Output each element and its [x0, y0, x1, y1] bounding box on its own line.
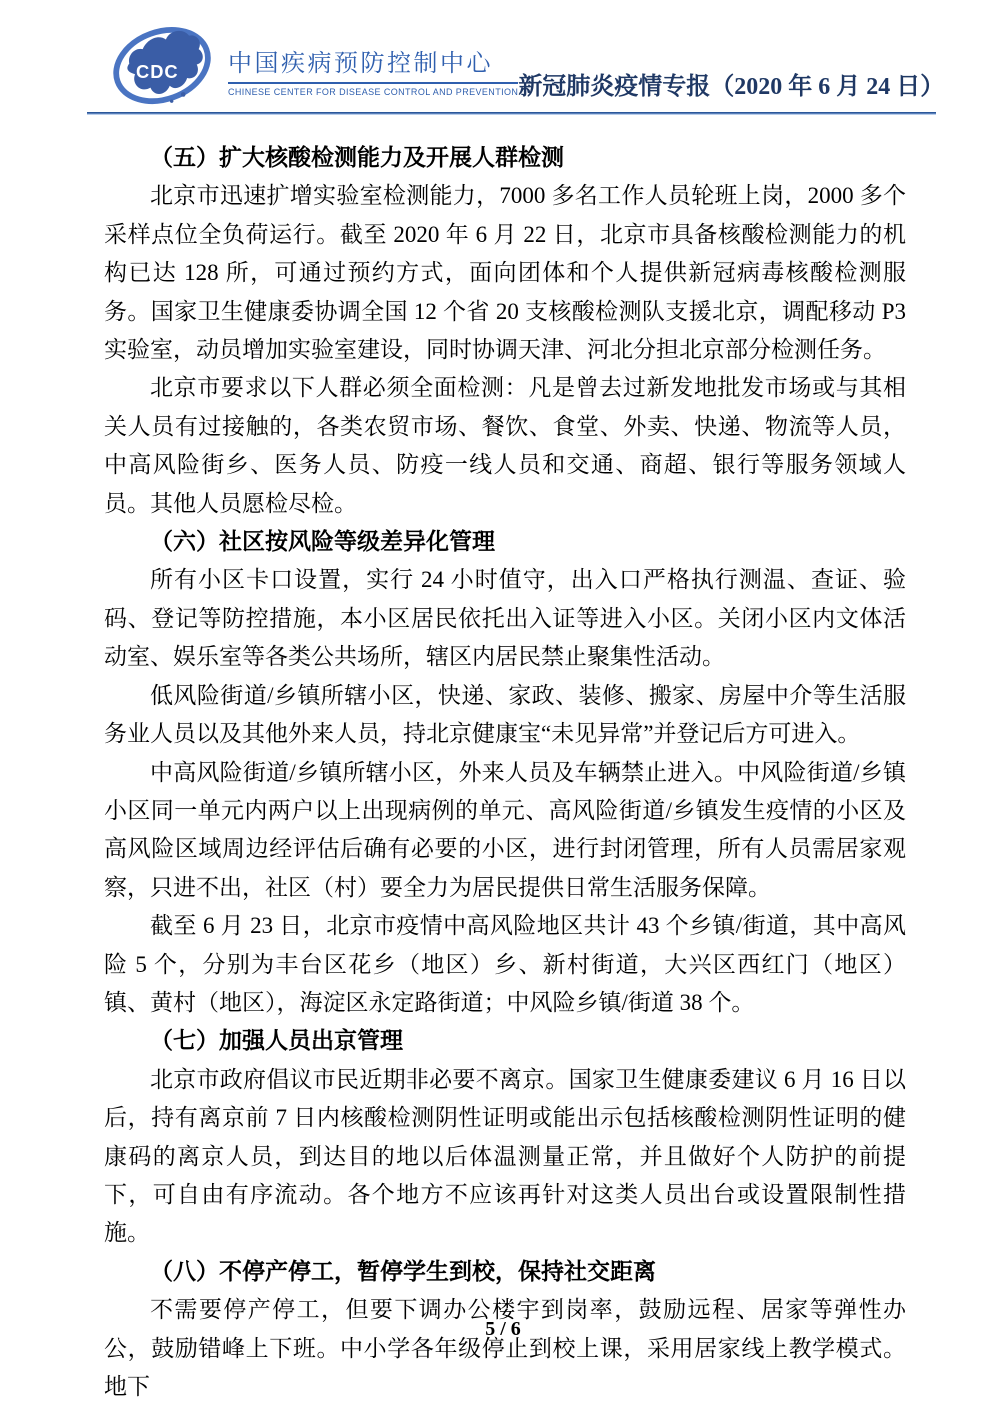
- paragraph: 北京市政府倡议市民近期非必要不离京。国家卫生健康委建议 6 月 16 日以后，持有离京前 7 日内核酸检测阴性证明或能出示包括核酸检测阴性证明的健康码的离京人员，到达目的地以后体温测量正常，并且做好个人防护的前提下，可自由有序流动。各个地方不应该再针对这类人员出台或设置限制性措施。: [104, 1066, 906, 1246]
- paragraph: 北京市要求以下人群必须全面检测：凡是曾去过新发地批发市场或与其相关人员有过接触的，各类农贸市场、餐饮、食堂、外卖、快递、物流等人员，中高风险街乡、医务人员、防疫一线人员和交通、商超、银行等服务领域人员。其他人员愿检尽检。: [104, 375, 906, 516]
- page-header: [0, 0, 1006, 112]
- section-6: [104, 523, 906, 1022]
- section-5: [104, 139, 906, 523]
- paragraph: 北京市迅速扩增实验室检测能力，7000 多名工作人员轮班上岗，2000 多个采样点位全负荷运行。截至 2020 年 6 月 22 日，北京市具备核酸检测能力的机构已达 128 所，可通过预约方式，面向团体和个人提供新冠病毒核酸检测服务。国家卫生健康委协调全国 12 个省 20 支核酸检测队支援北京，调配移动 P3 实验室，动员增加实验室建设，同时协调天津、河北分担北京部分检测任务。: [104, 183, 906, 363]
- paragraph: 中高风险街道/乡镇所辖小区，外来人员及车辆禁止进入。中风险街道/乡镇小区同一单元内两户以上出现病例的单元、高风险街道/乡镇发生疫情的小区及高风险区域周边经评估后确有必要的小区，进行封闭管理，所有人员需居家观察，只进不出，社区（村）要全力为居民提供日常生活服务保障。: [104, 759, 906, 900]
- page-number: 5 / 6: [485, 1318, 521, 1340]
- section-7-heading: （七）加强人员出京管理: [150, 1028, 403, 1054]
- paragraph: 所有小区卡口设置，实行 24 小时值守，出入口严格执行测温、查证、验码、登记等防控措施，本小区居民依托出入证等进入小区。关闭小区内文体活动室、娱乐室等各类公共场所，辖区内居民禁止聚集性活动。: [104, 567, 906, 670]
- paragraph: 截至 6 月 23 日，北京市疫情中高风险地区共计 43 个乡镇/街道，其中高风险 5 个，分别为丰台区花乡（地区）乡、新村街道，大兴区西红门（地区）镇、黄村（地区），海淀区永定路街道；中风险乡镇/街道 38 个。: [104, 913, 906, 1015]
- section-6-heading: （六）社区按风险等级差异化管理: [150, 529, 495, 555]
- document-body: [0, 115, 1006, 1406]
- paragraph: 不需要停产停工，但要下调办公楼宇到岗率，鼓励远程、居家等弹性办公，鼓励错峰上下班。中小学各年级停止到校上课，采用居家线上教学模式。地下: [104, 1297, 906, 1399]
- section-7: [104, 1022, 906, 1252]
- report-title: 新冠肺炎疫情专报（2020 年 6 月 24 日）: [518, 73, 945, 100]
- org-name-cn: 中国疾病预防控制中心: [228, 50, 493, 77]
- paragraph: 低风险街道/乡镇所辖小区，快递、家政、装修、搬家、房屋中介等生活服务业人员以及其他外来人员，持北京健康宝“未见异常”并登记后方可进入。: [104, 682, 906, 747]
- section-8-heading: （八）不停产停工，暂停学生到校，保持社交距离: [150, 1258, 656, 1284]
- cdc-logo-icon: [110, 20, 216, 112]
- cdc-logo-names: [228, 43, 518, 97]
- page-footer: [0, 1318, 1006, 1341]
- org-name-en: CHINESE CENTER FOR DISEASE CONTROL AND PREVENTION: [228, 87, 519, 97]
- cdc-logo-text: CDC: [136, 61, 179, 83]
- section-5-heading: （五）扩大核酸检测能力及开展人群检测: [150, 145, 564, 170]
- cdc-logo-block: [110, 20, 518, 112]
- logo-underline: [228, 82, 518, 84]
